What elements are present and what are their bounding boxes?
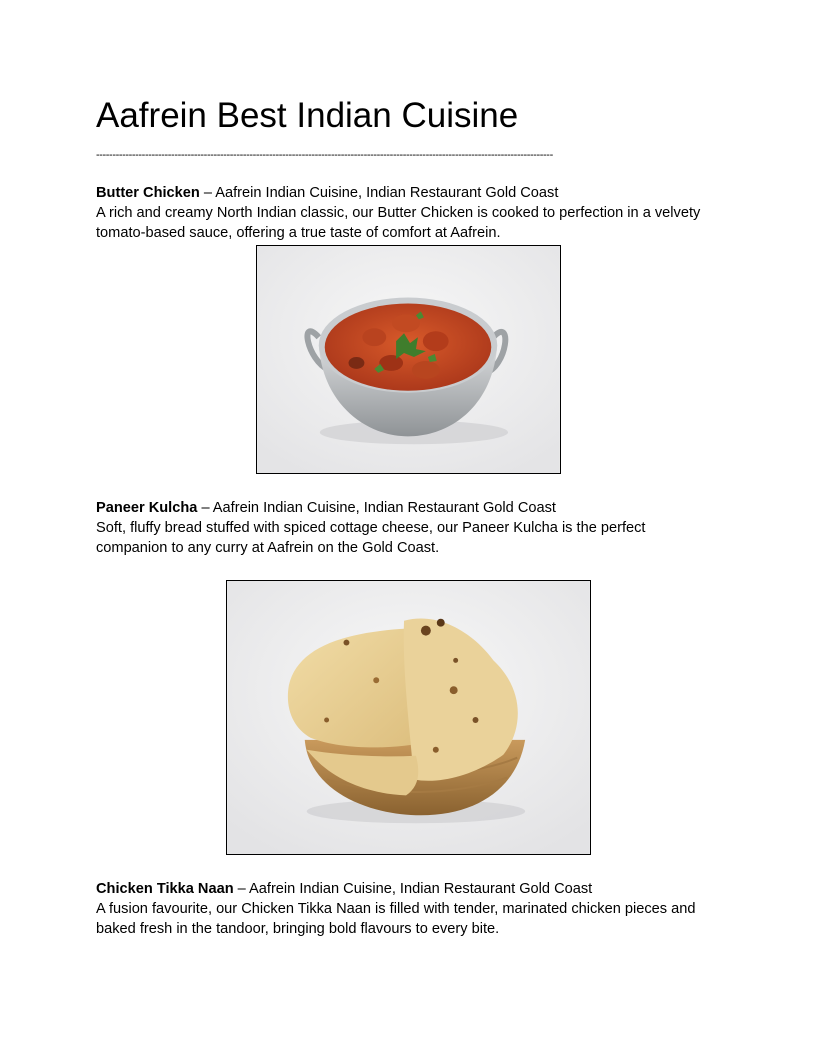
dish-subtitle: – Aafrein Indian Cuisine, Indian Restaurant Gold Coast (233, 881, 593, 897)
dish-heading (96, 879, 720, 899)
divider-line: -------------------------------------------------------------------------------------------------------------------------------------------- (96, 149, 553, 161)
dish-heading (96, 183, 720, 203)
page-title: Aafrein Best Indian Cuisine (96, 96, 519, 135)
butter-chicken-photo (256, 245, 561, 474)
dish-description: A fusion favourite, our Chicken Tikka Naan is filled with tender, marinated chicken pieces and baked fresh in the tandoor, bringing bold flavours to every bite. (96, 901, 696, 937)
kulcha-basket-photo-icon (227, 581, 590, 854)
dish-name: Chicken Tikka Naan (96, 881, 234, 897)
dish-description: Soft, fluffy bread stuffed with spiced cottage cheese, our Paneer Kulcha is the perfect companion to any curry at Aafrein on the Gold Coast. (96, 520, 646, 556)
dish-description: A rich and creamy North Indian classic, our Butter Chicken is cooked to perfection in a velvety tomato-based sauce, offering a true taste of comfort at Aafrein. (96, 205, 701, 241)
dish-paneer-kulcha (96, 498, 720, 558)
dish-name: Paneer Kulcha (96, 500, 198, 516)
dish-name: Butter Chicken (96, 185, 200, 201)
dish-subtitle: – Aafrein Indian Cuisine, Indian Restaurant Gold Coast (199, 185, 559, 201)
butter-chicken-bowl-photo-icon (257, 246, 560, 473)
dish-heading (96, 498, 720, 518)
paneer-kulcha-photo (226, 580, 591, 855)
dish-chicken-tikka-naan (96, 879, 720, 939)
dish-butter-chicken (96, 183, 720, 243)
dish-subtitle: – Aafrein Indian Cuisine, Indian Restaurant Gold Coast (197, 500, 556, 516)
